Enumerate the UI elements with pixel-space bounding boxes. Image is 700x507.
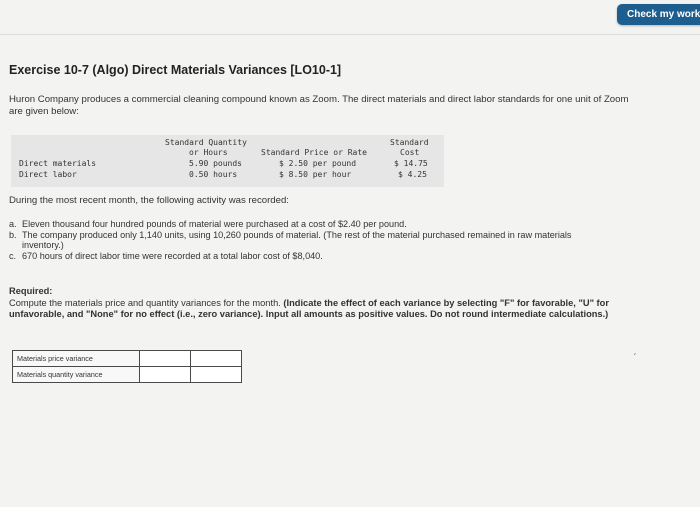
answer-table <box>12 350 242 383</box>
header-divider <box>0 34 700 35</box>
answer-row-label: Materials price variance <box>13 351 140 367</box>
row-label: Direct materials <box>19 159 97 168</box>
exercise-title: Exercise 10-7 (Algo) Direct Materials Variances [LO10-1] <box>9 63 342 77</box>
list-item-text: 670 hours of direct labor time were recorded at a total labor cost of $8,040. <box>22 250 323 261</box>
standards-table <box>11 135 444 187</box>
required-heading: Required: <box>9 286 53 296</box>
activity-list <box>9 219 609 261</box>
effect-cell <box>191 351 242 367</box>
col-cost-header-1: Standard <box>390 138 429 147</box>
list-item-label: c. <box>9 250 17 261</box>
list-item <box>9 219 609 230</box>
required-text <box>9 298 619 321</box>
list-item <box>9 251 609 262</box>
required-text-bold: (Indicate the effect of each variance by selecting "F" for favorable, "U" for unfavorable, and "None" for no effect (i.e., zero variance). Input all amounts as positive values. Do not round intermediate calculations.) <box>9 297 609 319</box>
list-item-label: a. <box>9 219 17 229</box>
col-price-header: Standard Price or Rate <box>261 148 367 157</box>
list-item-label: b. <box>9 229 17 240</box>
row-cost: $ 4.25 <box>398 170 427 179</box>
list-item-text: Eleven thousand four hundred pounds of material were purchased at a cost of $2.40 per pound. <box>22 219 407 229</box>
price-variance-effect-select[interactable] <box>191 351 241 366</box>
row-price: $ 8.50 per hour <box>279 170 352 179</box>
list-item-text: The company produced only 1,140 units, using 10,260 pounds of material. (The rest of the material purchased remained in raw materials inventory.) <box>22 229 572 250</box>
exercise-intro: Huron Company produces a commercial cleaning compound known as Zoom. The direct materials and direct labor standards for one unit of Zoom are given below: <box>9 94 629 117</box>
quantity-variance-amount-input[interactable] <box>140 367 190 382</box>
table-row <box>13 351 242 367</box>
row-qty: 0.50 hours <box>189 170 238 179</box>
activity-intro: During the most recent month, the following activity was recorded: <box>9 195 289 206</box>
col-qty-header-1: Standard Quantity <box>165 138 247 147</box>
row-qty: 5.90 pounds <box>189 159 242 168</box>
price-variance-amount-input[interactable] <box>140 351 190 366</box>
quantity-variance-effect-select[interactable] <box>191 367 241 382</box>
row-cost: $ 14.75 <box>394 159 428 168</box>
required-section <box>9 286 619 321</box>
col-qty-header-2: or Hours <box>189 148 228 157</box>
table-row <box>13 367 242 383</box>
cursor-mark: ˏ <box>633 345 637 356</box>
check-my-work-button[interactable]: Check my work <box>617 4 700 25</box>
answer-row-label: Materials quantity variance <box>13 367 140 383</box>
list-item <box>9 230 609 251</box>
row-label: Direct labor <box>19 170 77 179</box>
amount-cell <box>140 351 191 367</box>
required-text-plain: Compute the materials price and quantity variances for the month. <box>9 297 284 308</box>
col-cost-header-2: Cost <box>400 148 420 157</box>
row-price: $ 2.50 per pound <box>279 159 357 168</box>
amount-cell <box>140 367 191 383</box>
effect-cell <box>191 367 242 383</box>
